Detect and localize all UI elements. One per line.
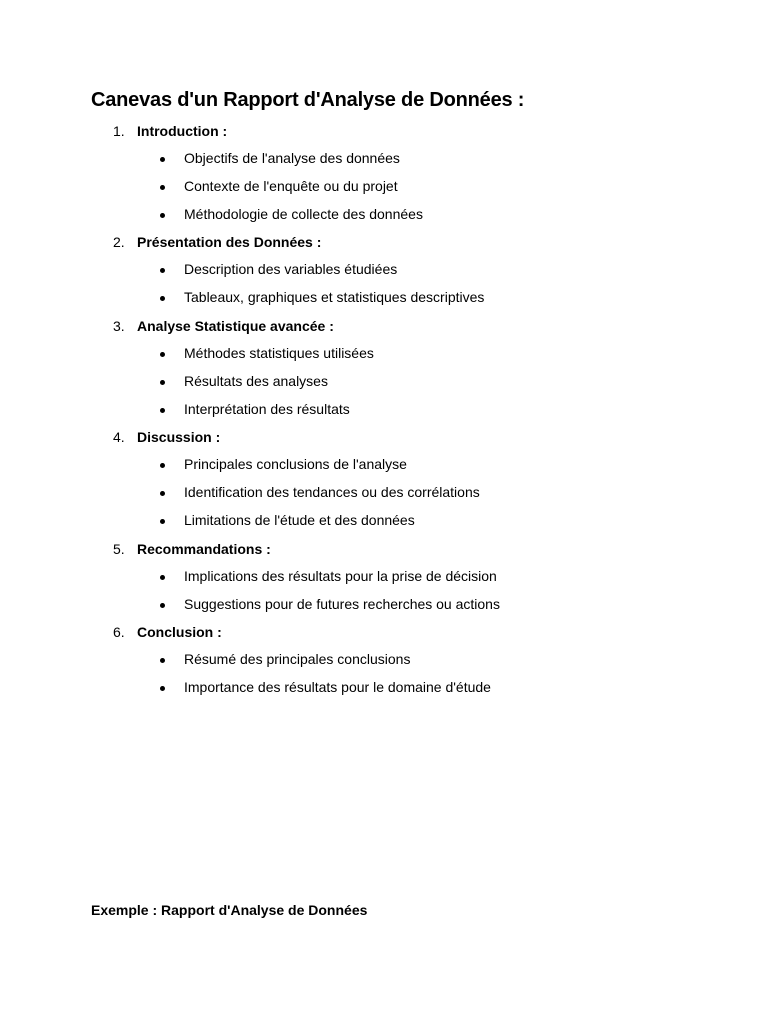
list-item	[0, 340, 768, 368]
section-title: Recommandations :	[137, 540, 271, 557]
bullet-dot-icon	[160, 185, 165, 190]
list-item	[0, 201, 768, 229]
bullet-dot-icon	[160, 658, 165, 663]
section-number: 3.	[113, 317, 125, 334]
list-item-text: Interprétation des résultats	[184, 400, 350, 417]
section-heading	[0, 535, 768, 563]
bullet-dot-icon	[160, 686, 165, 691]
list-item-text: Contexte de l'enquête ou du projet	[184, 177, 398, 194]
list-item-text: Limitations de l'étude et des données	[184, 511, 415, 528]
bullet-list	[0, 145, 768, 228]
list-item	[0, 479, 768, 507]
bullet-dot-icon	[160, 603, 165, 608]
section-recommandations	[0, 535, 768, 619]
bullet-list	[0, 646, 768, 702]
list-item	[0, 451, 768, 479]
section-number: 6.	[113, 624, 125, 641]
section-presentation-donnees	[0, 228, 768, 312]
list-item	[0, 591, 768, 619]
section-heading	[0, 228, 768, 256]
list-item-text: Résultats des analyses	[184, 372, 328, 389]
section-analyse-statistique	[0, 312, 768, 423]
bullet-dot-icon	[160, 519, 165, 524]
section-number: 2.	[113, 234, 125, 251]
bullet-dot-icon	[160, 352, 165, 357]
list-item	[0, 284, 768, 312]
section-number: 5.	[113, 540, 125, 557]
section-number: 1.	[113, 123, 125, 139]
bullet-dot-icon	[160, 380, 165, 385]
list-item	[0, 507, 768, 535]
list-item	[0, 368, 768, 396]
list-item	[0, 173, 768, 201]
section-discussion	[0, 423, 768, 534]
bullet-list	[0, 256, 768, 312]
section-number: 4.	[113, 429, 125, 446]
bullet-dot-icon	[160, 268, 165, 273]
list-item	[0, 396, 768, 424]
list-item-text: Suggestions pour de futures recherches ou actions	[184, 595, 500, 612]
bullet-dot-icon	[160, 463, 165, 468]
page-title: Canevas d'un Rapport d'Analyse de Données :	[91, 89, 525, 111]
bullet-list	[0, 451, 768, 534]
bullet-dot-icon	[160, 491, 165, 496]
section-title: Conclusion :	[137, 624, 222, 641]
list-item	[0, 256, 768, 284]
list-item-text: Description des variables étudiées	[184, 261, 398, 278]
section-conclusion	[0, 618, 768, 702]
list-item-text: Principales conclusions de l'analyse	[184, 456, 407, 473]
list-item-text: Méthodologie de collecte des données	[184, 205, 423, 222]
list-item-text: Méthodes statistiques utilisées	[184, 344, 374, 361]
section-title: Discussion :	[137, 429, 221, 446]
section-title: Présentation des Données :	[137, 234, 322, 251]
bullet-dot-icon	[160, 157, 165, 162]
list-item-text: Identification des tendances ou des corrélations	[184, 484, 480, 501]
section-title: Introduction :	[137, 123, 228, 139]
bullet-dot-icon	[160, 575, 165, 580]
bullet-list	[0, 340, 768, 423]
list-item-text: Résumé des principales conclusions	[184, 651, 411, 668]
list-item	[0, 646, 768, 674]
bullet-dot-icon	[160, 408, 165, 413]
list-item-text: Tableaux, graphiques et statistiques descriptives	[184, 289, 485, 306]
list-item	[0, 145, 768, 173]
section-heading	[0, 117, 768, 145]
section-introduction	[0, 117, 768, 228]
list-item-text: Implications des résultats pour la prise de décision	[184, 567, 497, 584]
list-item	[0, 674, 768, 702]
example-heading: Exemple : Rapport d'Analyse de Données	[91, 902, 368, 918]
bullet-dot-icon	[160, 213, 165, 218]
list-item-text: Importance des résultats pour le domaine d'étude	[184, 679, 491, 696]
section-heading	[0, 312, 768, 340]
bullet-list	[0, 563, 768, 619]
section-heading	[0, 618, 768, 646]
list-item	[0, 563, 768, 591]
report-outline	[0, 117, 768, 702]
bullet-dot-icon	[160, 296, 165, 301]
section-heading	[0, 423, 768, 451]
section-title: Analyse Statistique avancée :	[137, 317, 334, 334]
list-item-text: Objectifs de l'analyse des données	[184, 150, 400, 166]
